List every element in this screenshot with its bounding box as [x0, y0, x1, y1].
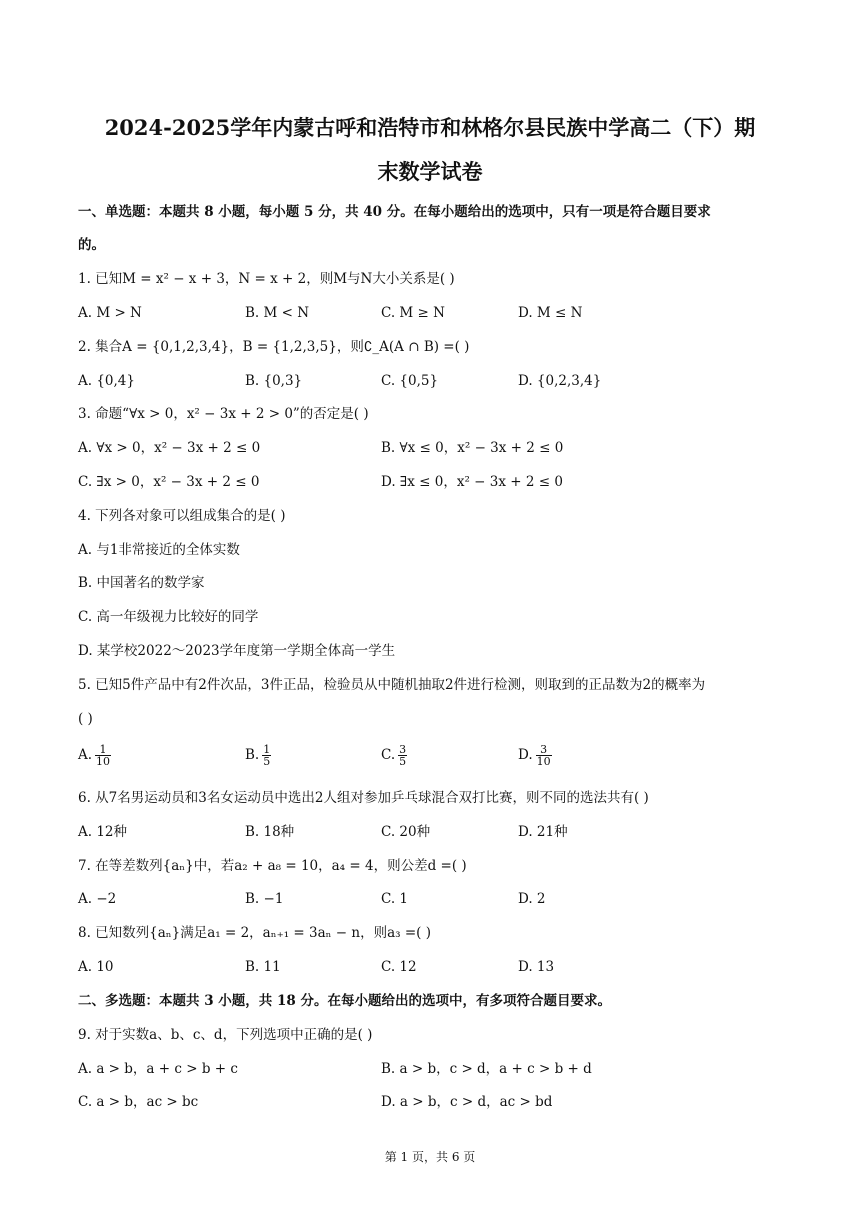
- question-5-option-c: [381, 744, 407, 767]
- question-4-option-b: B. 中国著名的数学家: [78, 575, 205, 591]
- question-4-option-d: D. 某学校2022～2023学年度第一学期全体高一学生: [78, 643, 396, 659]
- exam-title-line2: 末数学试卷: [377, 159, 483, 184]
- question-3-stem: 3. 命题“∀x > 0，x² − 3x + 2 > 0”的否定是( ): [78, 406, 369, 422]
- question-2-stem: 2. 集合A = {0,1,2,3,4}，B = {1,2,3,5}，则∁_A(A ∩ B) =( ): [78, 339, 470, 355]
- option-label: D.: [518, 747, 533, 763]
- question-1-option-a: A. M > N: [78, 305, 142, 321]
- exam-title-line1: 2024-2025学年内蒙古呼和浩特市和林格尔县民族中学高二（下）期: [104, 115, 756, 140]
- question-8-option-a: A. 10: [78, 959, 114, 975]
- question-7-stem: 7. 在等差数列{aₙ}中，若a₂ + a₈ = 10，a₄ = 4，则公差d =( ): [78, 858, 467, 874]
- question-8-option-b: B. 11: [245, 959, 281, 975]
- question-7-option-a: A. −2: [78, 891, 117, 907]
- fraction-denominator: 5: [263, 755, 271, 768]
- question-9-option-d: D. a > b，c > d，ac > bd: [381, 1094, 553, 1110]
- question-6-stem: 6. 从7名男运动员和3名女运动员中选出2人组对参加乒乓球混合双打比赛，则不同的选法共有( ): [78, 790, 649, 806]
- question-2-option-a: A. {0,4}: [78, 373, 135, 389]
- question-1-stem: 1. 已知M = x² − x + 3，N = x + 2，则M与N大小关系是( ): [78, 271, 455, 287]
- section2-heading: 二、多选题：本题共 3 小题，共 18 分。在每小题给出的选项中，有多项符合题目要求。: [78, 993, 611, 1009]
- question-2-option-d: D. {0,2,3,4}: [518, 373, 602, 389]
- question-1-option-c: C. M ≥ N: [381, 305, 445, 321]
- question-5-stem: 5. 已知5件产品中有2件次品，3件正品，检验员从中随机抽取2件进行检测，则取到的正品数为2的概率为: [78, 677, 706, 693]
- question-6-option-b: B. 18种: [245, 824, 295, 840]
- question-9-option-a: A. a > b，a + c > b + c: [78, 1061, 238, 1077]
- question-5-option-d: [518, 744, 552, 767]
- option-label: A.: [78, 747, 93, 763]
- question-4-stem: 4. 下列各对象可以组成集合的是( ): [78, 508, 286, 524]
- question-2-option-c: C. {0,5}: [381, 373, 439, 389]
- question-6-option-a: A. 12种: [78, 824, 128, 840]
- question-3-option-c: C. ∃x > 0，x² − 3x + 2 ≤ 0: [78, 474, 260, 490]
- question-7-option-d: D. 2: [518, 891, 546, 907]
- question-8-option-c: C. 12: [381, 959, 417, 975]
- question-3-option-a: A. ∀x > 0，x² − 3x + 2 ≤ 0: [78, 440, 261, 456]
- fraction-numerator: 3: [399, 743, 407, 756]
- question-6-option-c: C. 20种: [381, 824, 431, 840]
- fraction-denominator: 10: [536, 755, 551, 768]
- question-3-option-b: B. ∀x ≤ 0，x² − 3x + 2 ≤ 0: [381, 440, 564, 456]
- question-7-option-b: B. −1: [245, 891, 284, 907]
- section1-heading-cont: 的。: [78, 237, 105, 253]
- question-3-option-d: D. ∃x ≤ 0，x² − 3x + 2 ≤ 0: [381, 474, 563, 490]
- page-footer: 第 1 页，共 6 页: [384, 1150, 476, 1164]
- question-9-stem: 9. 对于实数a、b、c、d，下列选项中正确的是( ): [78, 1027, 373, 1043]
- question-5-option-a: [78, 744, 111, 767]
- option-label: C.: [381, 747, 396, 763]
- question-7-option-c: C. 1: [381, 891, 409, 907]
- question-1-option-d: D. M ≤ N: [518, 305, 583, 321]
- question-8-option-d: D. 13: [518, 959, 555, 975]
- fraction-denominator: 5: [399, 755, 407, 768]
- question-5-stem-cont: ( ): [78, 711, 93, 727]
- question-6-option-d: D. 21种: [518, 824, 568, 840]
- question-8-stem: 8. 已知数列{aₙ}满足a₁ = 2，aₙ₊₁ = 3aₙ − n，则a₃ =( ): [78, 925, 431, 941]
- fraction: [95, 744, 111, 767]
- fraction-denominator: 10: [96, 755, 111, 768]
- question-4-option-c: C. 高一年级视力比较好的同学: [78, 609, 259, 625]
- question-9-option-b: B. a > b，c > d，a + c > b + d: [381, 1061, 592, 1077]
- question-5-option-b: [245, 744, 271, 767]
- fraction: [536, 744, 552, 767]
- section1-heading: 一、单选题：本题共 8 小题，每小题 5 分，共 40 分。在每小题给出的选项中，只有一项是符合题目要求: [78, 204, 711, 220]
- fraction-numerator: 1: [263, 743, 271, 756]
- question-4-option-a: A. 与1非常接近的全体实数: [78, 542, 240, 558]
- question-1-option-b: B. M < N: [245, 305, 310, 321]
- question-9-option-c: C. a > b，ac > bc: [78, 1094, 199, 1110]
- fraction-numerator: 3: [536, 744, 552, 756]
- fraction: [262, 744, 271, 767]
- fraction-numerator: 1: [95, 744, 111, 756]
- question-2-option-b: B. {0,3}: [245, 373, 303, 389]
- fraction: [398, 744, 407, 767]
- option-label: B.: [245, 747, 260, 763]
